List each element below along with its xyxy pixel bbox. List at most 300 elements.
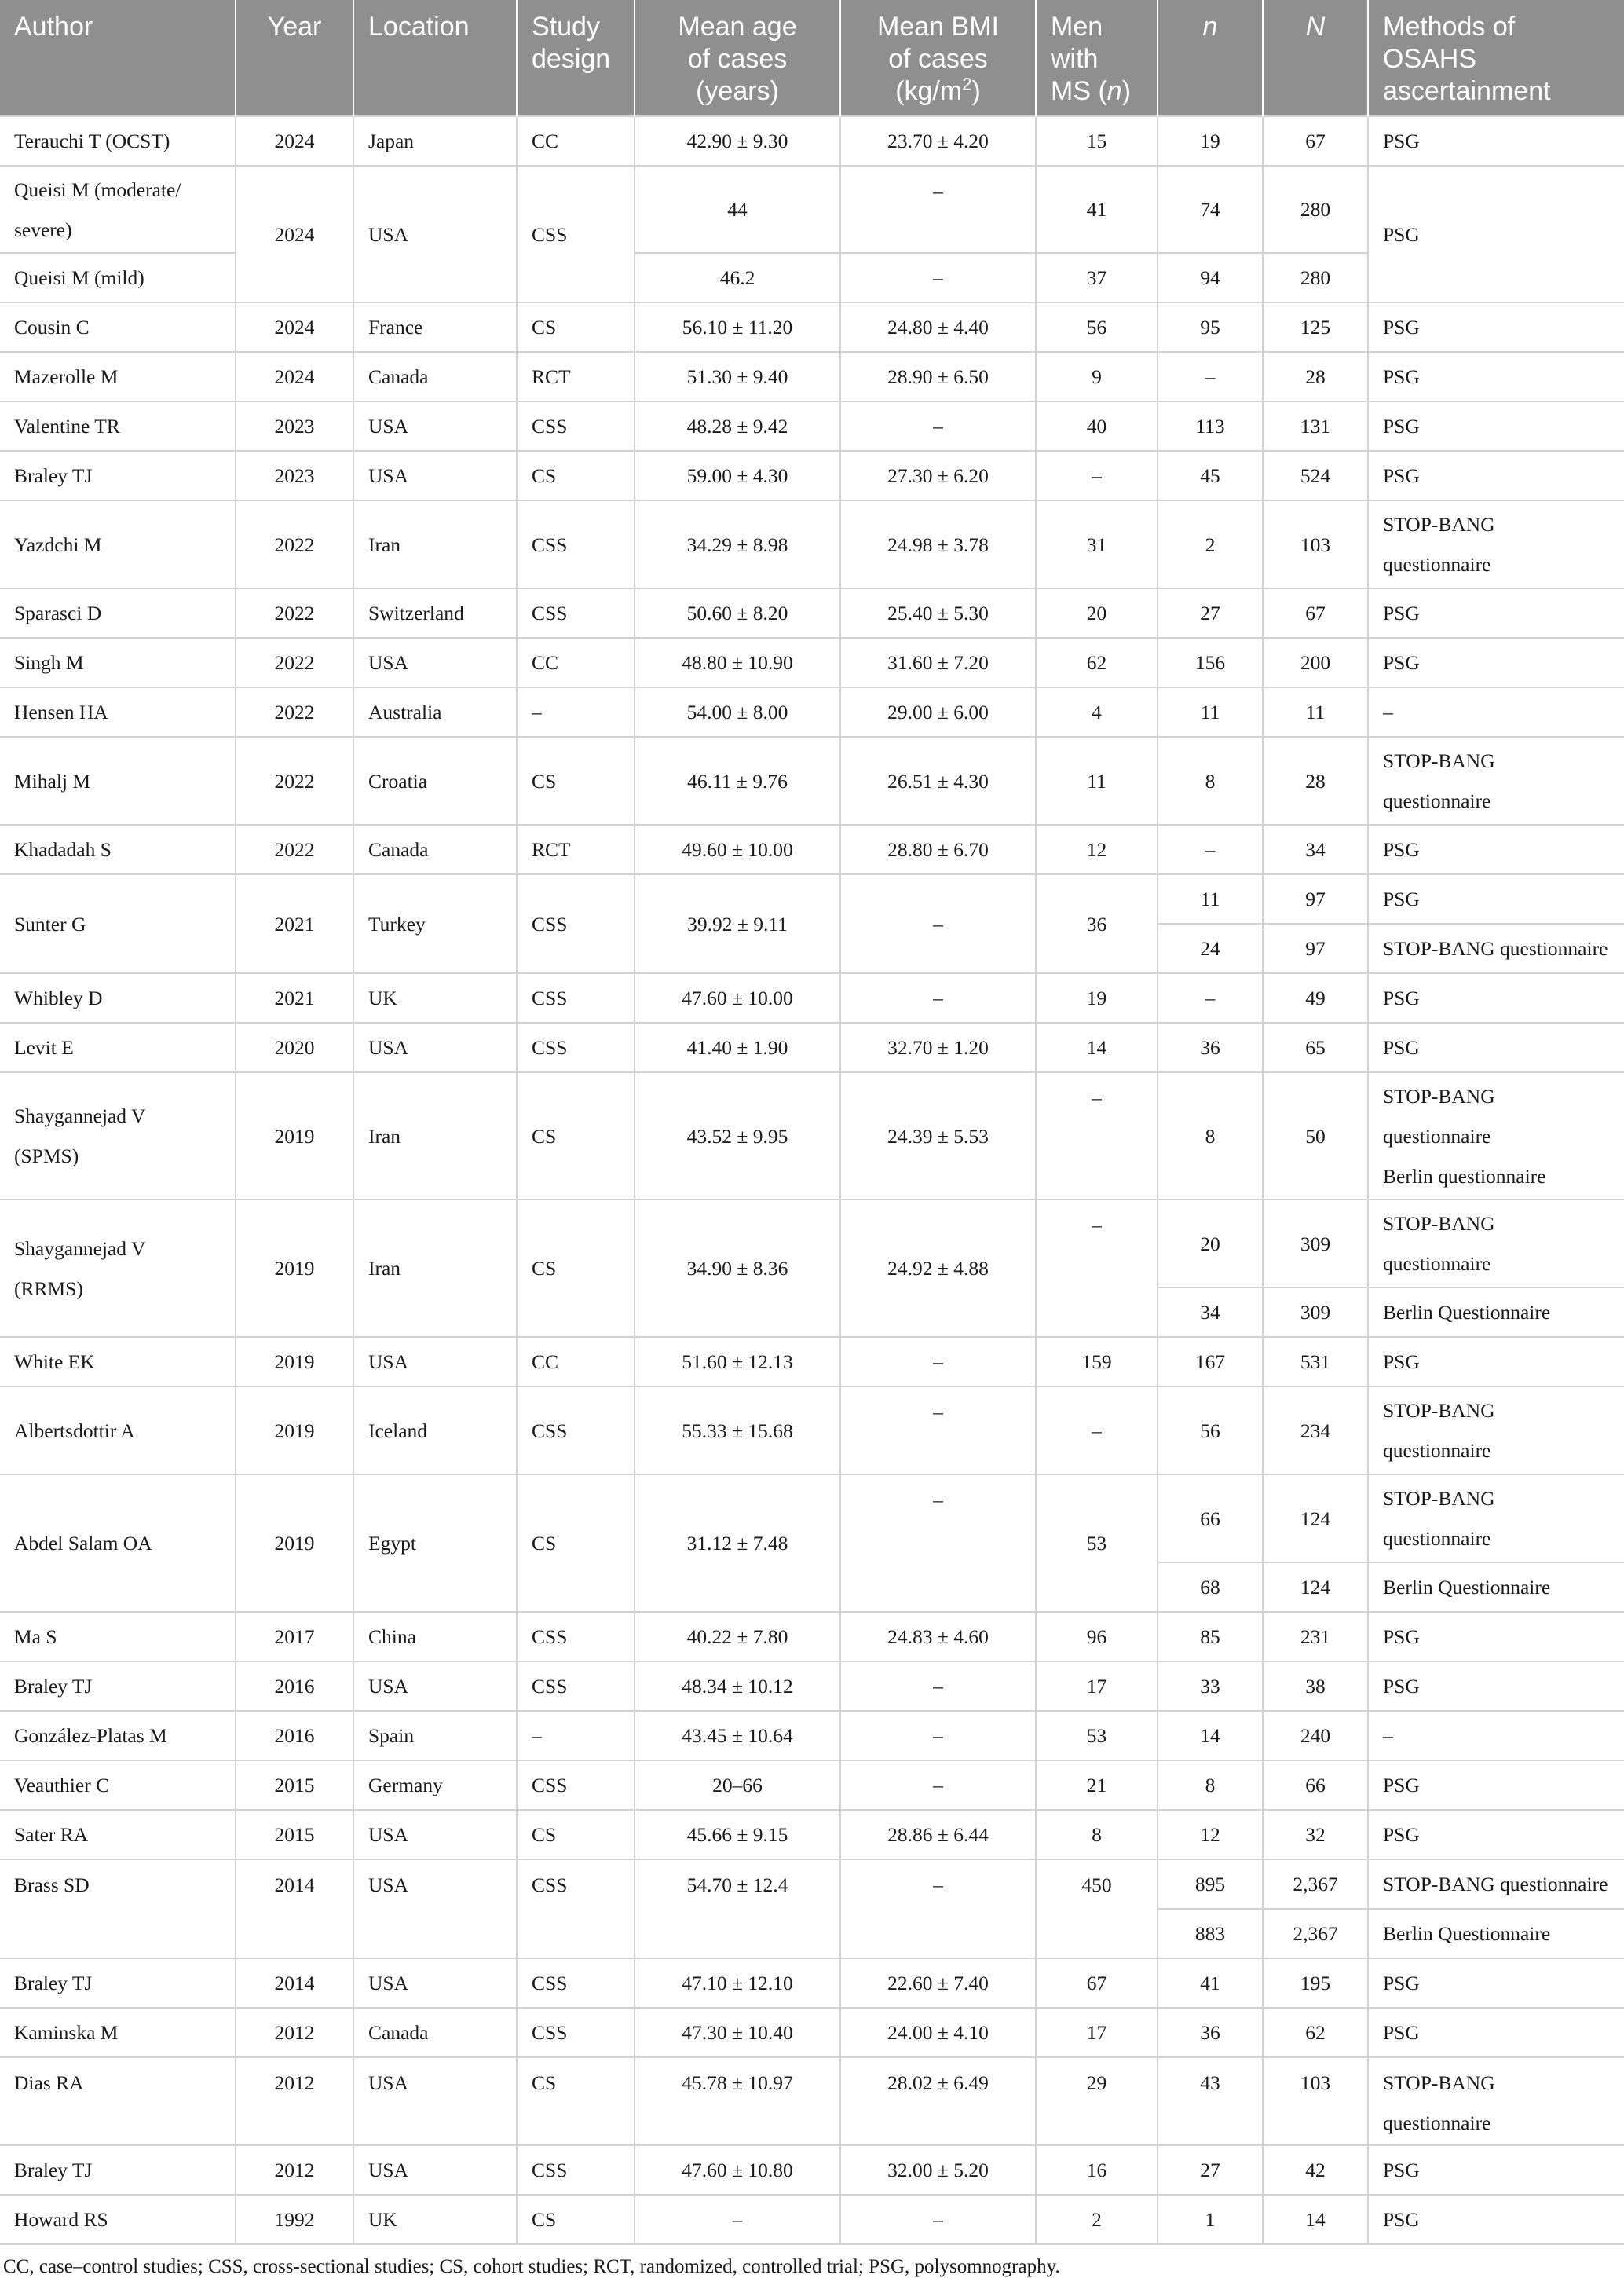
cell-men: 31 — [1036, 500, 1158, 588]
cell-location: USA — [353, 1859, 517, 1958]
cell-method: STOP-BANG questionnaire — [1368, 1199, 1624, 1287]
cell-N: 2,367 — [1263, 1909, 1368, 1958]
cell-N: 38 — [1263, 1661, 1368, 1711]
cell-bmi: – — [840, 1474, 1036, 1612]
cell-n: 45 — [1158, 451, 1263, 500]
cell-design: CSS — [517, 588, 635, 638]
cell-N: 531 — [1263, 1337, 1368, 1386]
cell-location: Canada — [353, 2008, 517, 2057]
cell-author: White EK — [0, 1337, 236, 1386]
cell-method: STOP-BANG questionnaire — [1368, 737, 1624, 825]
cell-year: 2021 — [236, 973, 353, 1023]
cell-year: 2023 — [236, 451, 353, 500]
header-author: Author — [0, 0, 236, 116]
cell-design: RCT — [517, 825, 635, 874]
cell-bmi: – — [840, 973, 1036, 1023]
cell-location: Iran — [353, 1072, 517, 1199]
cell-year: 2019 — [236, 1199, 353, 1337]
cell-n: 12 — [1158, 1810, 1263, 1859]
cell-men: 40 — [1036, 401, 1158, 451]
cell-author: Terauchi T (OCST) — [0, 116, 236, 166]
table-row — [0, 825, 1624, 874]
cell-author: Mihalj M — [0, 737, 236, 825]
cell-N: 200 — [1263, 638, 1368, 687]
table-row — [0, 737, 1624, 825]
cell-bmi: – — [840, 166, 1036, 253]
table-row — [0, 973, 1624, 1023]
header-row — [0, 0, 1624, 116]
table-row — [0, 1199, 1624, 1287]
cell-method: Berlin Questionnaire — [1368, 1287, 1624, 1337]
cell-N: 32 — [1263, 1810, 1368, 1859]
table-row — [0, 2145, 1624, 2195]
cell-design: CSS — [517, 2008, 635, 2057]
cell-location: USA — [353, 1023, 517, 1072]
cell-N: 124 — [1263, 1474, 1368, 1562]
cell-method: PSG — [1368, 116, 1624, 166]
cell-age: 51.30 ± 9.40 — [635, 352, 840, 401]
cell-year: 2015 — [236, 1810, 353, 1859]
cell-men: 21 — [1036, 1760, 1158, 1810]
cell-design: – — [517, 687, 635, 737]
cell-n: 56 — [1158, 1386, 1263, 1474]
cell-age: 40.22 ± 7.80 — [635, 1612, 840, 1661]
cell-n: 8 — [1158, 737, 1263, 825]
cell-method: PSG — [1368, 588, 1624, 638]
header-location: Location — [353, 0, 517, 116]
cell-bmi: 28.90 ± 6.50 — [840, 352, 1036, 401]
cell-n: 8 — [1158, 1072, 1263, 1199]
cell-year: 2019 — [236, 1474, 353, 1612]
cell-n: 2 — [1158, 500, 1263, 588]
cell-N: 240 — [1263, 1711, 1368, 1760]
cell-author: Ma S — [0, 1612, 236, 1661]
cell-method: PSG — [1368, 401, 1624, 451]
cell-N: 28 — [1263, 352, 1368, 401]
cell-age: 43.45 ± 10.64 — [635, 1711, 840, 1760]
cell-age: 55.33 ± 15.68 — [635, 1386, 840, 1474]
cell-author: Dias RA — [0, 2057, 236, 2145]
cell-author: Braley TJ — [0, 1958, 236, 2008]
cell-year: 1992 — [236, 2195, 353, 2244]
cell-design: CSS — [517, 1859, 635, 1958]
cell-design: CSS — [517, 1661, 635, 1711]
cell-author: Hensen HA — [0, 687, 236, 737]
cell-N: 195 — [1263, 1958, 1368, 2008]
cell-n: 156 — [1158, 638, 1263, 687]
cell-N: 50 — [1263, 1072, 1368, 1199]
cell-year: 2022 — [236, 638, 353, 687]
cell-n: 895 — [1158, 1859, 1263, 1909]
cell-N: 34 — [1263, 825, 1368, 874]
cell-n: 85 — [1158, 1612, 1263, 1661]
cell-n: 33 — [1158, 1661, 1263, 1711]
cell-men: 19 — [1036, 973, 1158, 1023]
cell-location: Canada — [353, 825, 517, 874]
cell-year: 2016 — [236, 1711, 353, 1760]
table-row — [0, 1612, 1624, 1661]
cell-N: 97 — [1263, 924, 1368, 973]
cell-bmi: – — [840, 401, 1036, 451]
table-row — [0, 687, 1624, 737]
cell-n: 1 — [1158, 2195, 1263, 2244]
cell-age: 20–66 — [635, 1760, 840, 1810]
cell-location: UK — [353, 973, 517, 1023]
cell-method: PSG — [1368, 638, 1624, 687]
cell-n: 36 — [1158, 2008, 1263, 2057]
cell-year: 2021 — [236, 874, 353, 973]
cell-location: France — [353, 302, 517, 352]
table-row — [0, 2008, 1624, 2057]
cell-age: 34.29 ± 8.98 — [635, 500, 840, 588]
cell-method: PSG — [1368, 2145, 1624, 2195]
cell-age: 41.40 ± 1.90 — [635, 1023, 840, 1072]
cell-age: 46.11 ± 9.76 — [635, 737, 840, 825]
table-row — [0, 1386, 1624, 1474]
cell-age: 31.12 ± 7.48 — [635, 1474, 840, 1612]
cell-N: 28 — [1263, 737, 1368, 825]
cell-location: Germany — [353, 1760, 517, 1810]
cell-N: 103 — [1263, 2057, 1368, 2145]
cell-bmi: – — [840, 253, 1036, 302]
cell-N: 2,367 — [1263, 1859, 1368, 1909]
cell-men: 53 — [1036, 1474, 1158, 1612]
cell-author: Whibley D — [0, 973, 236, 1023]
cell-age: 47.10 ± 12.10 — [635, 1958, 840, 2008]
cell-bmi: 28.02 ± 6.49 — [840, 2057, 1036, 2145]
header-methods: Methods of OSAHS ascertainment — [1368, 0, 1624, 116]
cell-year: 2014 — [236, 1958, 353, 2008]
cell-n: 66 — [1158, 1474, 1263, 1562]
cell-N: 42 — [1263, 2145, 1368, 2195]
table-row — [0, 2195, 1624, 2244]
cell-author: Abdel Salam OA — [0, 1474, 236, 1612]
table-row — [0, 166, 1624, 253]
cell-location: USA — [353, 638, 517, 687]
cell-location: Iran — [353, 1199, 517, 1337]
cell-n: 24 — [1158, 924, 1263, 973]
cell-year: 2014 — [236, 1859, 353, 1958]
cell-men: 41 — [1036, 166, 1158, 253]
cell-n: – — [1158, 973, 1263, 1023]
cell-bmi: 26.51 ± 4.30 — [840, 737, 1036, 825]
cell-location: Switzerland — [353, 588, 517, 638]
cell-author: Khadadah S — [0, 825, 236, 874]
cell-year: 2019 — [236, 1072, 353, 1199]
cell-location: Japan — [353, 116, 517, 166]
cell-n: 167 — [1158, 1337, 1263, 1386]
header-n-total: N — [1263, 0, 1368, 116]
cell-design: CSS — [517, 874, 635, 973]
cell-bmi: 25.40 ± 5.30 — [840, 588, 1036, 638]
cell-method: STOP-BANG questionnaire — [1368, 500, 1624, 588]
cell-n: 20 — [1158, 1199, 1263, 1287]
table-row — [0, 874, 1624, 924]
cell-men: 14 — [1036, 1023, 1158, 1072]
cell-location: Canada — [353, 352, 517, 401]
cell-bmi: – — [840, 1859, 1036, 1958]
cell-method: PSG — [1368, 302, 1624, 352]
cell-author: González-Platas M — [0, 1711, 236, 1760]
cell-location: USA — [353, 451, 517, 500]
cell-bmi: 24.83 ± 4.60 — [840, 1612, 1036, 1661]
cell-design: – — [517, 1711, 635, 1760]
cell-n: 11 — [1158, 874, 1263, 924]
cell-location: Turkey — [353, 874, 517, 973]
cell-location: USA — [353, 166, 517, 302]
table-row — [0, 116, 1624, 166]
cell-design: CS — [517, 2057, 635, 2145]
table-row — [0, 1760, 1624, 1810]
cell-N: 103 — [1263, 500, 1368, 588]
cell-bmi: 28.80 ± 6.70 — [840, 825, 1036, 874]
cell-year: 2023 — [236, 401, 353, 451]
cell-year: 2024 — [236, 302, 353, 352]
cell-design: CSS — [517, 2145, 635, 2195]
cell-bmi: – — [840, 2195, 1036, 2244]
cell-method: PSG — [1368, 1612, 1624, 1661]
cell-bmi: 32.00 ± 5.20 — [840, 2145, 1036, 2195]
cell-age: 47.60 ± 10.80 — [635, 2145, 840, 2195]
cell-design: CS — [517, 451, 635, 500]
cell-year: 2022 — [236, 687, 353, 737]
cell-author: Albertsdottir A — [0, 1386, 236, 1474]
cell-method: Berlin Questionnaire — [1368, 1909, 1624, 1958]
table-row — [0, 500, 1624, 588]
cell-author: Yazdchi M — [0, 500, 236, 588]
cell-N: 524 — [1263, 451, 1368, 500]
header-mean-age: Mean age of cases (years) — [635, 0, 840, 116]
cell-method: STOP-BANG questionnaire Berlin questionnaire — [1368, 1072, 1624, 1199]
cell-age: 47.30 ± 10.40 — [635, 2008, 840, 2057]
cell-N: 309 — [1263, 1199, 1368, 1287]
cell-location: Iceland — [353, 1386, 517, 1474]
cell-age: 48.28 ± 9.42 — [635, 401, 840, 451]
cell-method: PSG — [1368, 2008, 1624, 2057]
cell-men: 16 — [1036, 2145, 1158, 2195]
cell-year: 2019 — [236, 1337, 353, 1386]
cell-n: 95 — [1158, 302, 1263, 352]
cell-age: 50.60 ± 8.20 — [635, 588, 840, 638]
cell-method: PSG — [1368, 451, 1624, 500]
cell-bmi: 24.39 ± 5.53 — [840, 1072, 1036, 1199]
cell-location: USA — [353, 1810, 517, 1859]
cell-design: CSS — [517, 401, 635, 451]
cell-design: CS — [517, 2195, 635, 2244]
cell-method: PSG — [1368, 825, 1624, 874]
cell-age: 44 — [635, 166, 840, 253]
cell-method: PSG — [1368, 1760, 1624, 1810]
cell-method: PSG — [1368, 874, 1624, 924]
cell-design: CS — [517, 1810, 635, 1859]
cell-author: Singh M — [0, 638, 236, 687]
cell-N: 125 — [1263, 302, 1368, 352]
cell-bmi: 23.70 ± 4.20 — [840, 116, 1036, 166]
cell-author: Queisi M (moderate/ severe) — [0, 166, 236, 253]
cell-men: 62 — [1036, 638, 1158, 687]
cell-men: 450 — [1036, 1859, 1158, 1958]
cell-author: Levit E — [0, 1023, 236, 1072]
table-row — [0, 1810, 1624, 1859]
cell-N: 280 — [1263, 253, 1368, 302]
cell-N: 65 — [1263, 1023, 1368, 1072]
cell-year: 2017 — [236, 1612, 353, 1661]
cell-age: 47.60 ± 10.00 — [635, 973, 840, 1023]
cell-bmi: 28.86 ± 6.44 — [840, 1810, 1036, 1859]
cell-men: – — [1036, 451, 1158, 500]
cell-n: 113 — [1158, 401, 1263, 451]
cell-author: Shaygannejad V (SPMS) — [0, 1072, 236, 1199]
cell-men: 15 — [1036, 116, 1158, 166]
cell-bmi: – — [840, 1760, 1036, 1810]
cell-method: PSG — [1368, 1810, 1624, 1859]
cell-location: USA — [353, 401, 517, 451]
cell-N: 280 — [1263, 166, 1368, 253]
cell-men: 67 — [1036, 1958, 1158, 2008]
cell-method: PSG — [1368, 2195, 1624, 2244]
table-row — [0, 1859, 1624, 1909]
cell-n: 68 — [1158, 1562, 1263, 1612]
cell-age: 51.60 ± 12.13 — [635, 1337, 840, 1386]
header-men-with-ms: Men with MS (n) — [1036, 0, 1158, 116]
cell-design: CSS — [517, 166, 635, 302]
cell-N: 67 — [1263, 588, 1368, 638]
cell-year: 2012 — [236, 2057, 353, 2145]
cell-age: 48.34 ± 10.12 — [635, 1661, 840, 1711]
cell-men: 29 — [1036, 2057, 1158, 2145]
cell-age: 59.00 ± 4.30 — [635, 451, 840, 500]
cell-n: 36 — [1158, 1023, 1263, 1072]
cell-n: 41 — [1158, 1958, 1263, 2008]
cell-bmi: – — [840, 1661, 1036, 1711]
cell-age: 46.2 — [635, 253, 840, 302]
cell-year: 2020 — [236, 1023, 353, 1072]
table-row — [0, 352, 1624, 401]
cell-n: 11 — [1158, 687, 1263, 737]
cell-method: PSG — [1368, 1958, 1624, 2008]
cell-age: – — [635, 2195, 840, 2244]
cell-year: 2022 — [236, 588, 353, 638]
table-row — [0, 401, 1624, 451]
cell-men: 53 — [1036, 1711, 1158, 1760]
cell-year: 2012 — [236, 2145, 353, 2195]
cell-year: 2016 — [236, 1661, 353, 1711]
cell-method: STOP-BANG questionnaire — [1368, 1386, 1624, 1474]
cell-method: Berlin Questionnaire — [1368, 1562, 1624, 1612]
cell-N: 66 — [1263, 1760, 1368, 1810]
cell-age: 54.70 ± 12.4 — [635, 1859, 840, 1958]
cell-method: STOP-BANG questionnaire — [1368, 1859, 1624, 1909]
cell-author: Cousin C — [0, 302, 236, 352]
cell-N: 11 — [1263, 687, 1368, 737]
cell-location: UK — [353, 2195, 517, 2244]
cell-n: 883 — [1158, 1909, 1263, 1958]
cell-age: 56.10 ± 11.20 — [635, 302, 840, 352]
cell-design: CS — [517, 1474, 635, 1612]
cell-location: USA — [353, 2057, 517, 2145]
cell-author: Sater RA — [0, 1810, 236, 1859]
cell-location: Croatia — [353, 737, 517, 825]
cell-location: Iran — [353, 500, 517, 588]
cell-N: 234 — [1263, 1386, 1368, 1474]
cell-design: CSS — [517, 1023, 635, 1072]
table-row — [0, 1958, 1624, 2008]
cell-location: USA — [353, 1661, 517, 1711]
cell-N: 97 — [1263, 874, 1368, 924]
cell-men: 2 — [1036, 2195, 1158, 2244]
cell-bmi: 24.00 ± 4.10 — [840, 2008, 1036, 2057]
cell-year: 2022 — [236, 500, 353, 588]
cell-bmi: – — [840, 874, 1036, 973]
cell-author: Veauthier C — [0, 1760, 236, 1810]
cell-location: China — [353, 1612, 517, 1661]
cell-design: CSS — [517, 1612, 635, 1661]
cell-n: 27 — [1158, 588, 1263, 638]
cell-men: 11 — [1036, 737, 1158, 825]
table-row — [0, 1711, 1624, 1760]
cell-men: 159 — [1036, 1337, 1158, 1386]
cell-bmi: 24.98 ± 3.78 — [840, 500, 1036, 588]
cell-N: 49 — [1263, 973, 1368, 1023]
cell-n: 19 — [1158, 116, 1263, 166]
cell-men: 12 — [1036, 825, 1158, 874]
cell-method: – — [1368, 1711, 1624, 1760]
cell-men: 8 — [1036, 1810, 1158, 1859]
cell-N: 309 — [1263, 1287, 1368, 1337]
cell-year: 2012 — [236, 2008, 353, 2057]
table-row — [0, 451, 1624, 500]
cell-design: CC — [517, 638, 635, 687]
table-row — [0, 1661, 1624, 1711]
cell-men: – — [1036, 1199, 1158, 1337]
cell-N: 231 — [1263, 1612, 1368, 1661]
cell-author: Queisi M (mild) — [0, 253, 236, 302]
cell-age: 45.78 ± 10.97 — [635, 2057, 840, 2145]
cell-n: 27 — [1158, 2145, 1263, 2195]
cell-design: CC — [517, 1337, 635, 1386]
cell-men: 36 — [1036, 874, 1158, 973]
cell-design: CSS — [517, 973, 635, 1023]
table-row — [0, 1072, 1624, 1199]
cell-method: PSG — [1368, 1661, 1624, 1711]
cell-year: 2024 — [236, 352, 353, 401]
cell-bmi: 32.70 ± 1.20 — [840, 1023, 1036, 1072]
cell-author: Shaygannejad V (RRMS) — [0, 1199, 236, 1337]
cell-design: RCT — [517, 352, 635, 401]
table-row — [0, 588, 1624, 638]
table-row — [0, 1337, 1624, 1386]
cell-n: 94 — [1158, 253, 1263, 302]
cell-design: CS — [517, 1072, 635, 1199]
cell-author: Brass SD — [0, 1859, 236, 1958]
cell-design: CS — [517, 302, 635, 352]
cell-design: CSS — [517, 1386, 635, 1474]
cell-design: CC — [517, 116, 635, 166]
cell-age: 42.90 ± 9.30 — [635, 116, 840, 166]
cell-bmi: 22.60 ± 7.40 — [840, 1958, 1036, 2008]
cell-author: Sparasci D — [0, 588, 236, 638]
cell-N: 67 — [1263, 116, 1368, 166]
cell-n: 43 — [1158, 2057, 1263, 2145]
header-study-design: Study design — [517, 0, 635, 116]
cell-age: 54.00 ± 8.00 — [635, 687, 840, 737]
cell-men: 4 — [1036, 687, 1158, 737]
cell-n: 8 — [1158, 1760, 1263, 1810]
cell-author: Valentine TR — [0, 401, 236, 451]
cell-bmi: – — [840, 1711, 1036, 1760]
cell-location: Spain — [353, 1711, 517, 1760]
cell-men: – — [1036, 1072, 1158, 1199]
